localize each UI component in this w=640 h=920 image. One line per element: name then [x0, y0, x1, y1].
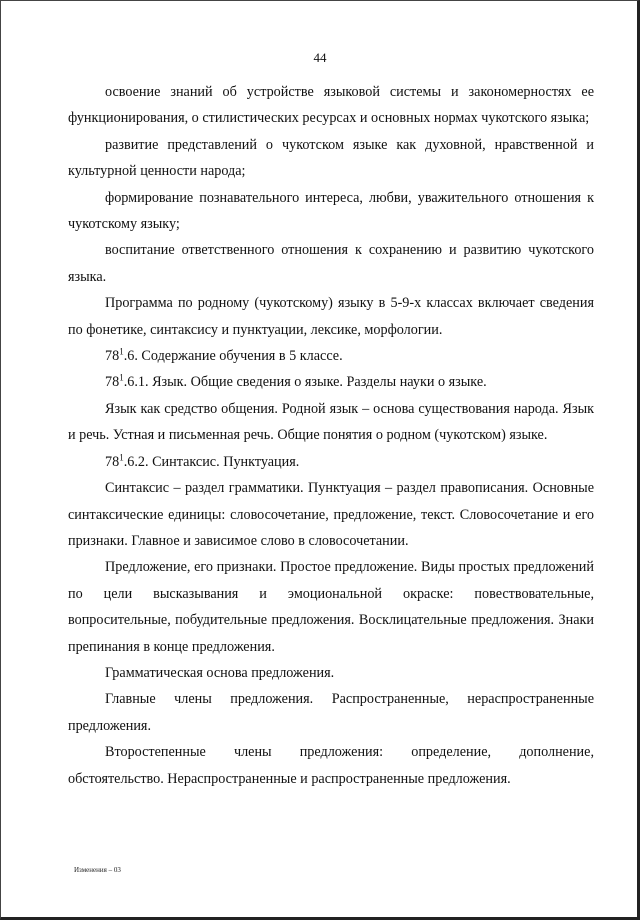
subsection-heading — [68, 449, 594, 475]
paragraph: Язык как средство общения. Родной язык – основа существования народа. Язык и речь. Устная и письменная речь. Общие понятия о родном (чукотском) языке. — [68, 400, 594, 444]
section-superscript: 1 — [119, 346, 124, 357]
section-heading — [68, 343, 594, 369]
paragraph: Предложение, его признаки. Простое предложение. Виды простых предложений по цели высказывания и эмоциональной окраске: повествовательные, вопросительные, побудительные предложения. Восклицательные предложения. Знаки препинания в конце предложения. — [68, 559, 594, 655]
paragraph: Программа по родному (чукотскому) языку в 5-9-х классах включает сведения по фонетике, синтаксису и пунктуации, лексике, морфологии. — [68, 295, 594, 338]
section-number: 78 — [105, 374, 120, 391]
document-body — [68, 79, 594, 792]
footer-revision: Изменения – 03 — [74, 866, 121, 874]
paragraph: освоение знаний об устройстве языковой системы и закономерностях ее функционирования, о стилистических ресурсах и основных нормах чукотского языка; — [68, 84, 594, 127]
section-superscript: 1 — [119, 372, 124, 383]
section-title: .6. Содержание обучения в 5 классе. — [123, 348, 343, 365]
section-number: 78 — [105, 348, 120, 365]
page-number: 44 — [313, 50, 327, 65]
section-number: 78 — [105, 453, 120, 470]
section-title: .6.2. Синтаксис. Пунктуация. — [123, 453, 300, 470]
paragraph: Синтаксис – раздел грамматики. Пунктуация – раздел правописания. Основные синтаксические единицы: словосочетание, предложение, текст. Словосочетание и его признаки. Главное и зависимое слово в словосочетании. — [68, 480, 594, 549]
section-title: .6.1. Язык. Общие сведения о языке. Разделы науки о языке. — [123, 374, 487, 391]
paragraph: Второстепенные члены предложения: определение, дополнение, обстоятельство. Нераспространенные и распространенные предложения. — [68, 744, 594, 787]
paragraph: развитие представлений о чукотском языке как духовной, нравственной и культурной ценности народа; — [68, 136, 594, 180]
subsection-heading — [68, 369, 594, 395]
paragraph: Главные члены предложения. Распространенные, нераспространенные предложения. — [68, 691, 594, 734]
paragraph: формирование познавательного интереса, любви, уважительного отношения к чукотскому языку; — [68, 189, 594, 233]
paragraph: воспитание ответственного отношения к сохранению и развитию чукотского языка. — [68, 242, 594, 285]
section-superscript: 1 — [119, 451, 124, 462]
paragraph: Грамматическая основа предложения. — [105, 664, 335, 681]
